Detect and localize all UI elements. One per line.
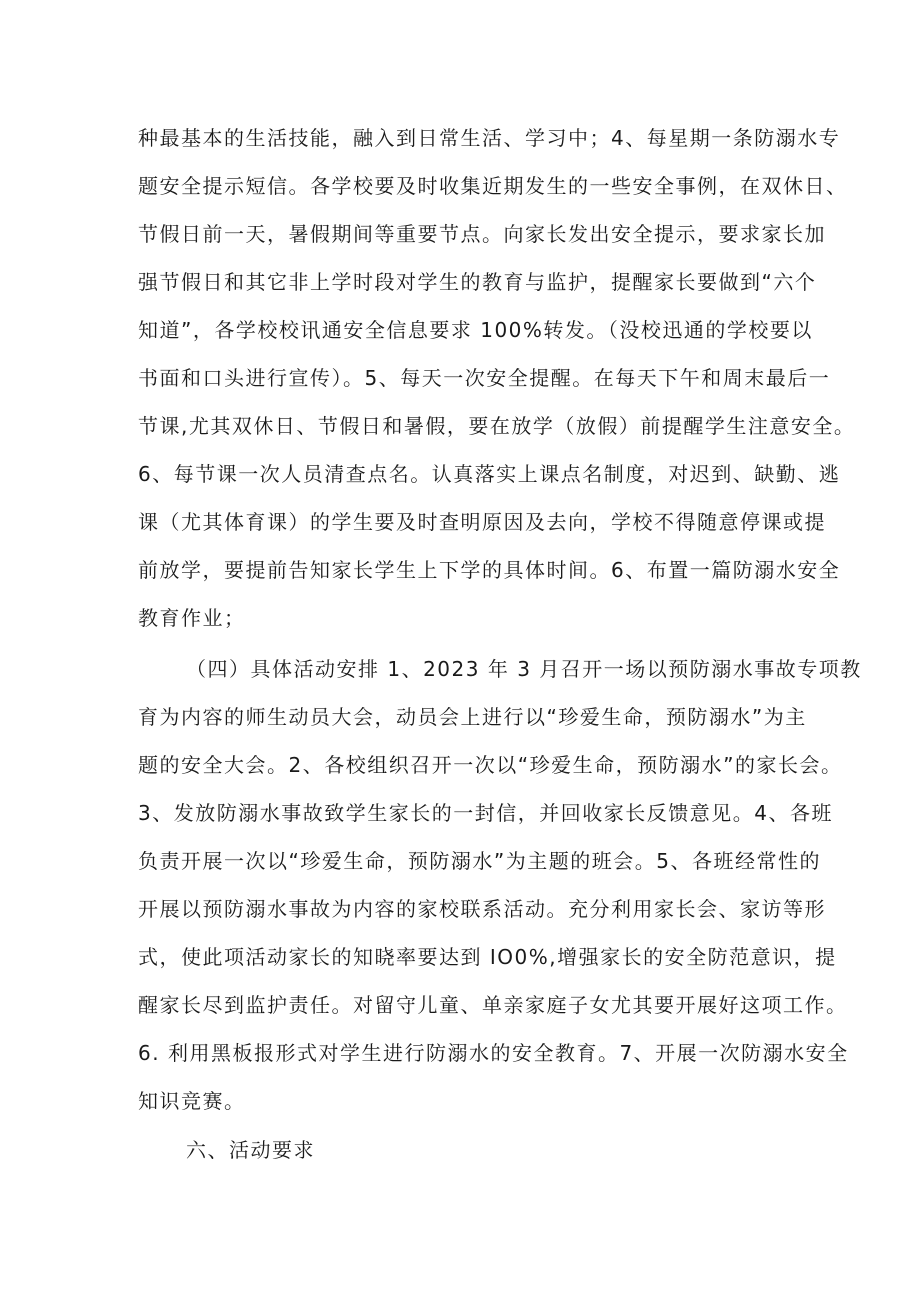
text-line: 3、发放防溺水事故致学生家长的一封信，并回收家长反馈意见。4、各班: [138, 801, 833, 825]
text-line: 前放学，要提前告知家长学生上下学的具体时间。6、布置一篇防溺水安全: [138, 558, 841, 582]
paragraph-activity-arrangement: [138, 645, 862, 1125]
text-line: 种最基本的生活技能，融入到日常生活、学习中；4、每星期一条防溺水专: [138, 126, 841, 150]
text-line: 节假日前一天，暑假期间等重要节点。向家长发出安全提示，要求家长加: [138, 222, 826, 246]
text-line: 负责开展一次以“珍爱生命，预防溺水”为主题的班会。5、各班经常性的: [138, 849, 821, 873]
text-line: 知识竞赛。: [138, 1089, 246, 1113]
paragraph-safety-reminders: [138, 114, 856, 642]
text-line: 教育作业；: [138, 606, 246, 630]
text-line: 6. 利用黑板报形式对学生进行防溺水的安全教育。7、开展一次防溺水安全: [138, 1041, 849, 1065]
text-line: 式，使此项活动家长的知晓率要达到 IO0%,增强家长的安全防范意识，提: [138, 945, 837, 969]
text-line: 强节假日和其它非上学时段对学生的教育与监护，提醒家长要做到“六个: [138, 270, 817, 294]
text-line: 题的安全大会。2、各校组织召开一次以“珍爱生命，预防溺水”的家长会。: [138, 753, 843, 777]
text-line: 育为内容的师生动员大会，动员会上进行以“珍爱生命，预防溺水”为主: [138, 705, 807, 729]
text-line: （四）具体活动安排 1、2023 年 3 月召开一场以预防溺水事故专项教: [186, 657, 862, 681]
text-line: 题安全提示短信。各学校要及时收集近期发生的一些安全事例，在双休日、: [138, 174, 848, 198]
text-line: 6、每节课一次人员清查点名。认真落实上课点名制度，对迟到、缺勤、逃: [138, 462, 841, 486]
text-line: 开展以预防溺水事故为内容的家校联系活动。充分利用家长会、家访等形: [138, 897, 826, 921]
text-line: 课（尤其体育课）的学生要及时查明原因及去向，学校不得随意停课或提: [138, 510, 826, 534]
text-line: 书面和口头进行宣传）。5、每天一次安全提醒。在每天下午和周末最后一: [138, 366, 831, 390]
section-heading: 六、活动要求: [186, 1138, 315, 1162]
text-line: 醒家长尽到监护责任。对留守儿童、单亲家庭子女尤其要开展好这项工作。: [138, 993, 848, 1017]
text-line: 节课,尤其双休日、节假日和暑假，要在放学（放假）前提醒学生注意安全。: [138, 414, 856, 438]
text-line: 知道”，各学校校讯通安全信息要求 100%转发。（没校迅通的学校要以: [138, 318, 813, 342]
